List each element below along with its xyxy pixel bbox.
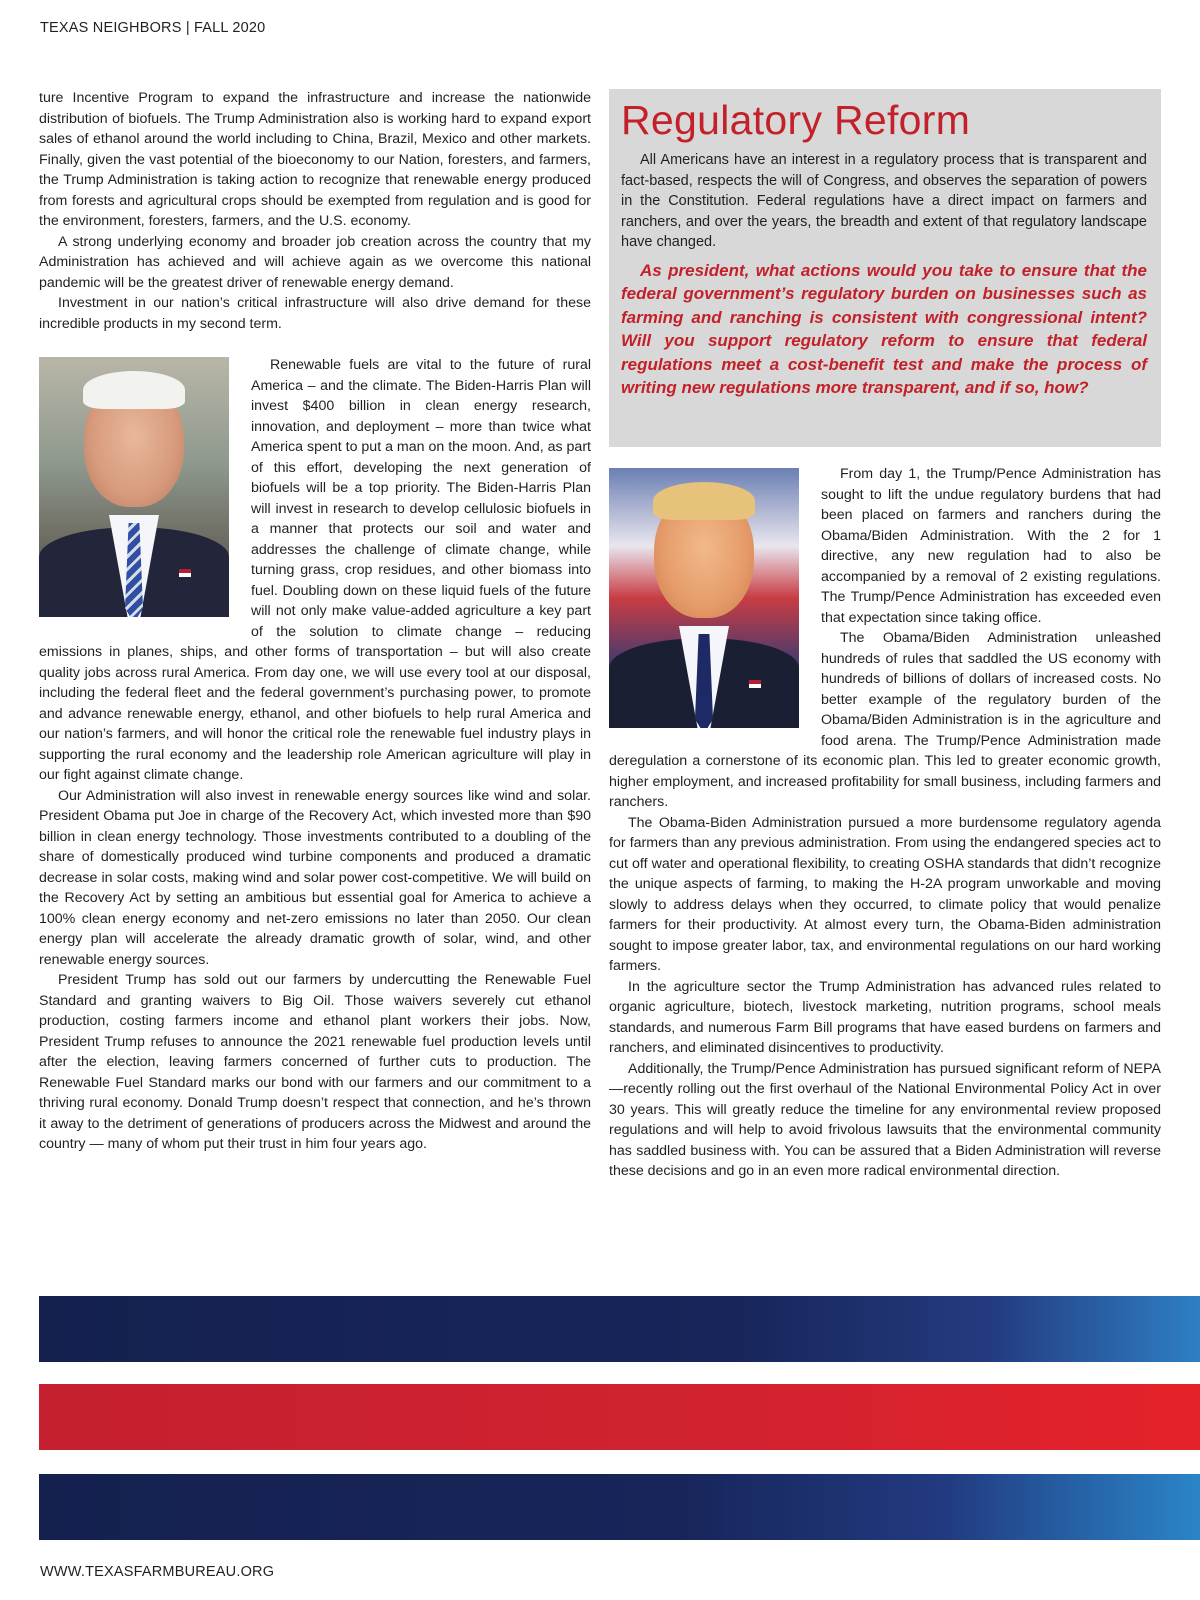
flag-pin-icon <box>749 680 761 688</box>
paragraph: Renewable fuels are vital to the future of rural America – and the climate. The Biden-Harris Plan will invest $400 billion in clean energy research, innovation, and deployment – more than twice what America spent to put a man on the moon. And, as part of this effort, developing the next generation of biofuels will be a top priority. The Biden-Harris Plan will invest in research to develop cellulosic biofuels in a manner that protects our soil and water and addresses the challenge of climate change, while turning grass, crop residues, and other biomass into fuel. Doubling down on these liquid fuels of the future will not only make value-added agriculture a key part of the solution to climate change – reducing emissions in planes, ships, and other forms of transportation – but will also create quality jobs across rural America. From day one, we will use every tool at our disposal, including the federal fleet and the federal government’s purchasing power, to promote and advance renewable energy, ethanol, and other biofuels to help rural America and our nation’s farmers, and will honor the critical role the renewable fuel industry plays in supporting the rural economy and the leadership role American agriculture will play in our fight against climate change. <box>39 357 591 783</box>
left-text-top <box>39 88 591 334</box>
section-title: Regulatory Reform <box>621 97 971 143</box>
navy-stripe-bottom <box>39 1474 1200 1540</box>
paragraph: Our Administration will also invest in renewable energy sources like wind and solar. President Obama put Joe in charge of the Recovery Act, which invested more than $90 billion in clean energy technology. Those investments contributed to a doubling of the share of domestically produced wind turbine components and produced a dramatic decrease in solar costs, making wind and solar power cost-competitive. We will build on the Recovery Act by setting an ambitious but essential goal for America to achieve a 100% clean energy economy and net-zero emissions no later than 2050. Our clean energy plan will accelerate the already dramatic growth of solar, wind, and other renewable energy sources. <box>39 787 591 968</box>
paragraph: ture Incentive Program to expand the infrastructure and increase the nationwide distribution of biofuels. The Trump Administration also is working hard to expand export sales of ethanol around the world including to China, Brazil, Mexico and other markets. Finally, given the vast potential of the bioeconomy to our Nation, foresters, and farmers, the Trump Administration is taking action to recognize that renewable energy produced from forests and agricultural crops should be exempted from regulation and is good for the environment, foresters, farmers, and the U.S. economy. <box>39 90 591 229</box>
footer-url: WWW.TEXASFARMBUREAU.ORG <box>40 1564 275 1580</box>
left-column <box>39 88 591 1155</box>
portrait-hair <box>83 371 185 409</box>
paragraph: President Trump has sold out our farmers by undercutting the Renewable Fuel Standard and granting waivers to Big Oil. Those waivers severely cut ethanol production, costing farmers income and ethanol plant workers their jobs. Now, President Trump refuses to announce the 2021 renewable fuel production levels until after the election, leaving farmers concerned of further cuts to production. The Renewable Fuel Standard marks our bond with our farmers and our commitment to a thriving rural economy. Donald Trump doesn’t respect that connection, and he’s thrown it away to the detriment of generations of producers across the Midwest and around the country — many of whom put their trust in him four years ago. <box>39 972 591 1152</box>
section-question: As president, what actions would you take to ensure that the federal government’s regulatory burden on businesses such as farming and ranching is consistent with congressional intent? Will you support regulatory reform to ensure that federal regulations meet a cost-benefit test and make the process of writing new regulations more transparent, and if so, how? <box>621 260 1147 397</box>
right-text <box>609 464 1161 1182</box>
paragraph: A strong underlying economy and broader job creation across the country that my Administration has achieved and will achieve again as we overcome this national pandemic will be the greatest driver of renewable energy demand. <box>39 233 591 291</box>
paragraph: The Obama/Biden Administration unleashed hundreds of rules that saddled the US economy with hundreds of billions of dollars of increased costs. No better example of the regulatory burden of the Obama/Biden Administration is in the agriculture and food arena. The Trump/Pence Administration made deregulation a cornerstone of its economic plan. This led to greater economic growth, higher employment, and increased profitability for small business, including farmers and ranchers. <box>609 630 1161 810</box>
paragraph: Investment in our nation’s critical infrastructure will also drive demand for these incredible products in my second term. <box>39 295 591 332</box>
flag-pin-icon <box>179 569 191 577</box>
paragraph: From day 1, the Trump/Pence Administration has sought to lift the undue regulatory burdens that had been placed on farmers and ranchers during the Obama/Biden Administration. With the 2 for 1 directive, any new regulation had to also be accompanied by a removal of 2 existing regulations. The Trump/Pence Administration has exceeded even that expectation since taking office. <box>821 466 1161 626</box>
navy-stripe-top <box>39 1296 1200 1362</box>
masthead: TEXAS NEIGHBORS | FALL 2020 <box>40 20 266 36</box>
trump-portrait-photo <box>609 468 799 728</box>
paragraph: In the agriculture sector the Trump Administration has advanced rules related to organic agriculture, biotech, livestock marketing, nutrition programs, school meals standards, and numerous Farm Bill programs that have eased burdens on farmers and ranchers, and eliminated disincentives to productivity. <box>609 978 1161 1056</box>
red-stripe <box>39 1384 1200 1450</box>
paragraph: The Obama-Biden Administration pursued a more burdensome regulatory agenda for farmers than any previous administration. From using the endangered species act to cut off water and operational flexibility, to creating OSHA standards that didn’t recognize the unique aspects of farming, to making the H-2A program unworkable and moving slowly to address delays when they occurred, to climate policy that would penalize farmers for their productivity. At almost every turn, the Obama-Biden administration sought to impose greater labor, tax, and environmental regulations on our hard working farmers. <box>609 814 1161 974</box>
right-column <box>609 464 1161 1182</box>
left-text-bottom <box>39 355 591 1155</box>
biden-portrait-photo <box>39 357 229 617</box>
regulatory-reform-box <box>609 89 1161 447</box>
section-intro: All Americans have an interest in a regulatory process that is transparent and fact-based, respects the will of Congress, and observes the separation of powers in the Constitution. Federal regulations have a direct impact on farmers and ranchers, and over the years, the breadth and extent of that regulatory landscape have changed. <box>621 152 1147 250</box>
portrait-hair <box>653 482 755 520</box>
paragraph: Additionally, the Trump/Pence Administration has pursued significant reform of NEPA—recently rolling out the first overhaul of the National Environmental Policy Act in over 30 years. This will greatly reduce the timeline for any environmental review proposed regulations and will help to avoid frivolous lawsuits that the environmental community has saddled business with. You can be assured that a Biden Administration will reverse these decisions and go in an even more radical environmental direction. <box>609 1060 1161 1179</box>
